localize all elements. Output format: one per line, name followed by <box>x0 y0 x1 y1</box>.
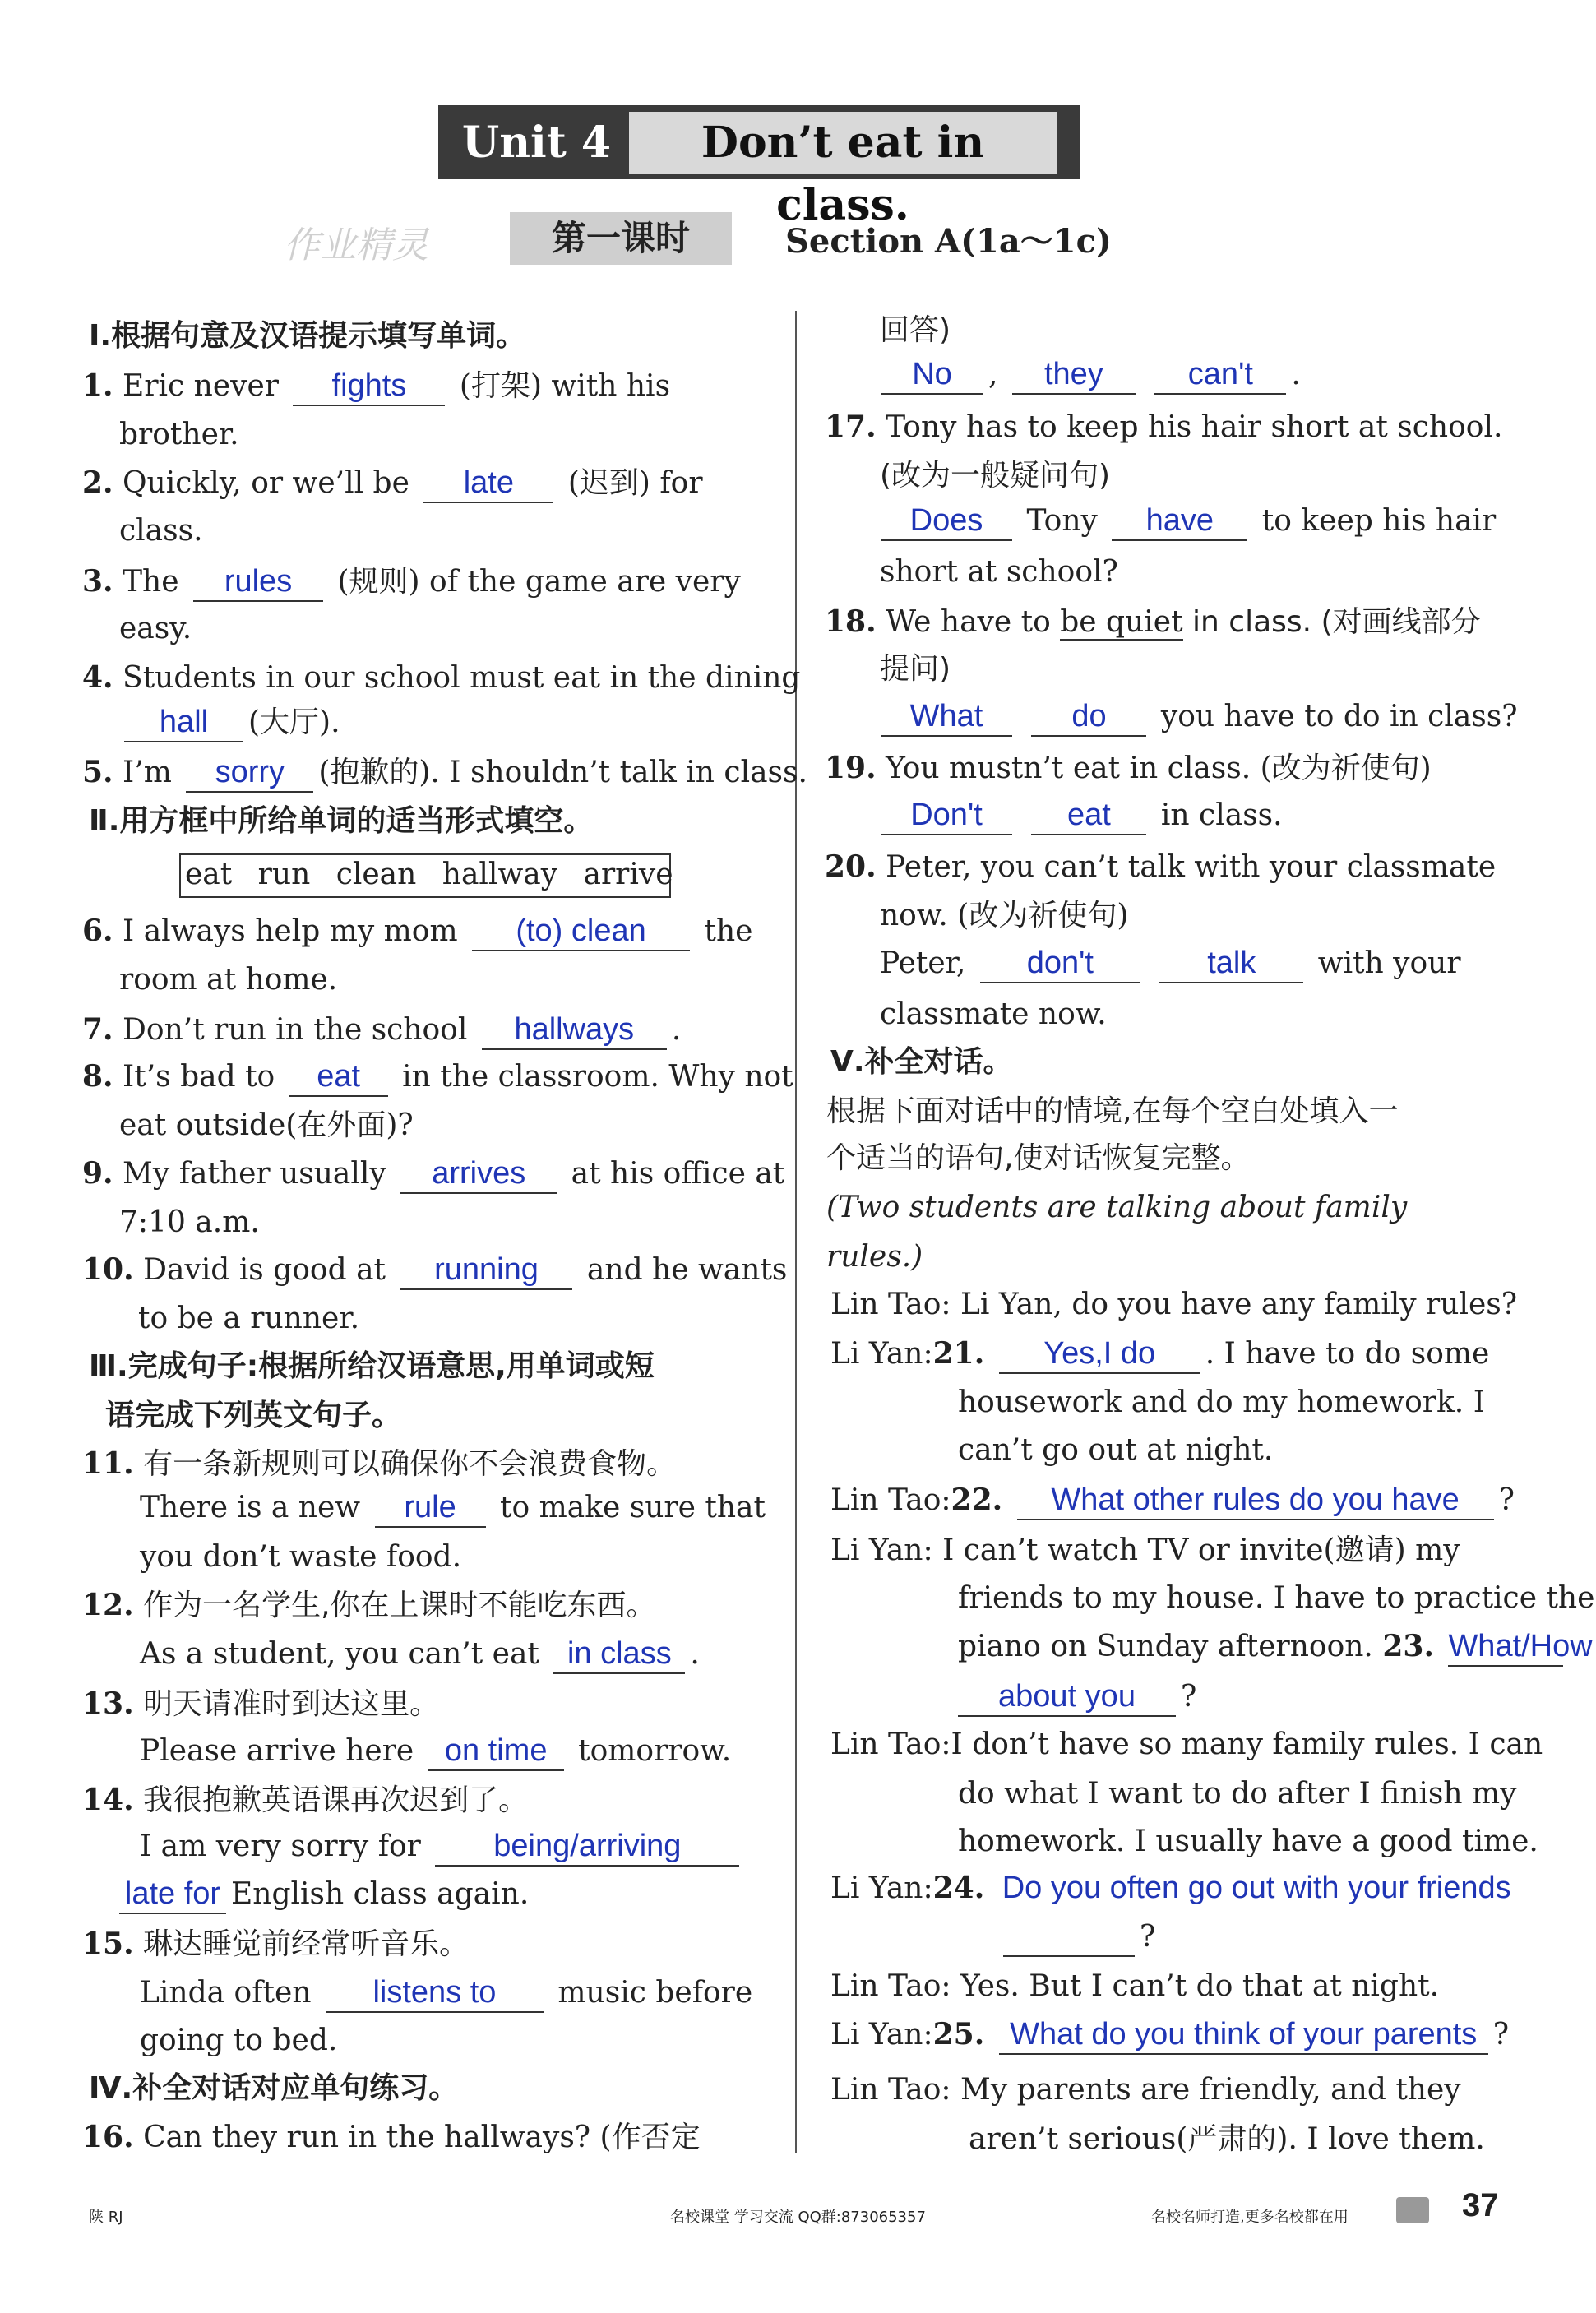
question-9-cont: 7:10 a.m. <box>119 1205 260 1239</box>
dialogue-line-7: Lin Tao: Yes. But I can’t do that at night. <box>830 1969 1440 2003</box>
question-20-cont: classmate now. <box>880 997 1107 1031</box>
question-16: 16. Can they run in the hallways? (作否定 <box>82 2120 701 2154</box>
section-5-title: Ⅴ.补全对话。 <box>830 1045 1013 1079</box>
question-10-cont: to be a runner. <box>138 1302 360 1335</box>
question-20-instruction: now. (改为祈使句) <box>880 899 1129 932</box>
question-13: 13. 明天请准时到达这里。 <box>82 1686 440 1721</box>
question-8-cont: eat outside(在外面)? <box>119 1108 414 1142</box>
section-5-instruction-cont: 个适当的语句,使对话恢复完整。 <box>826 1141 1251 1175</box>
question-15-en: Linda often listens to music before <box>140 1973 752 2013</box>
section-3-title: Ⅲ.完成句子:根据所给汉语意思,用单词或短 <box>89 1349 655 1383</box>
question-17-cont: short at school? <box>880 555 1118 589</box>
unit-label: Unit 4 <box>461 118 612 168</box>
dialogue-line-9-cont: aren’t serious(严肃的). I love them. <box>969 2122 1485 2156</box>
question-17: 17. Tony has to keep his hair short at school. <box>825 409 1503 444</box>
unit-title: Don’t eat in class. <box>629 112 1057 174</box>
footer-edition: 陕 RJ <box>89 2209 123 2226</box>
footer-qq-group: 名校课堂 学习交流 QQ群:873065357 <box>670 2209 926 2226</box>
question-11-cont: you don’t waste food. <box>140 1540 462 1574</box>
question-11: 11. 有一条新规则可以确保你不会浪费食物。 <box>82 1446 677 1481</box>
question-7: 7. Don’t run in the school hallways . <box>82 1010 681 1050</box>
dialogue-line-5-cont2: homework. I usually have a good time. <box>958 1825 1538 1858</box>
lesson-label: 第一课时 <box>510 212 732 265</box>
question-5: 5. I’m sorry (抱歉的). I shouldn’t talk in class. <box>82 752 807 793</box>
question-15-cont: going to bed. <box>140 2024 338 2057</box>
dialogue-line-8: Li Yan:25. What do you think of your parents ? <box>830 2015 1509 2055</box>
publisher-logo-icon <box>1396 2197 1429 2223</box>
question-17-answer: Does Tony have to keep his hair <box>876 502 1496 541</box>
dialogue-context: (Two students are talking about family <box>826 1191 1408 1224</box>
dialogue-line-4-cont2: piano on Sunday afternoon. 23. What/How <box>958 1626 1568 1667</box>
question-13-en: Please arrive here on time tomorrow. <box>140 1732 731 1771</box>
question-14: 14. 我很抱歉英语课再次迟到了。 <box>82 1783 529 1817</box>
question-18-instruction: 提问) <box>880 652 951 686</box>
question-6-cont: room at home. <box>119 963 338 997</box>
section-5-instruction: 根据下面对话中的情境,在每个空白处填入一 <box>826 1094 1399 1128</box>
question-19-answer: Don't eat in class. <box>876 796 1283 835</box>
section-4-title: Ⅳ.补全对话对应单句练习。 <box>89 2071 459 2105</box>
question-3: 3. The rules (规则) of the game are very <box>82 562 741 602</box>
question-12-en: As a student, you can’t eat in class . <box>140 1635 700 1674</box>
question-2: 2. Quickly, or we’ll be late (迟到) for <box>82 463 703 503</box>
question-15: 15. 琳达睡觉前经常听音乐。 <box>82 1927 470 1961</box>
question-11-en: There is a new rule to make sure that <box>140 1488 766 1528</box>
word-box-text: eat run clean hallway arrive <box>185 858 673 891</box>
section-1-title: Ⅰ.根据句意及汉语提示填写单词。 <box>89 319 526 353</box>
dialogue-line-2-cont2: can’t go out at night. <box>958 1433 1274 1467</box>
question-20: 20. Peter, you can’t talk with your classmate <box>825 849 1497 884</box>
question-9: 9. My father usually arrives at his office at <box>82 1154 784 1194</box>
dialogue-line-6-cont: ? <box>1003 1917 1155 1957</box>
dialogue-line-6: Li Yan:24. Do you often go out with your friends <box>830 1871 1511 1905</box>
section-3-title-cont: 语完成下列英文句子。 <box>105 1399 402 1432</box>
dialogue-line-3: Lin Tao:22. What other rules do you have ? <box>830 1480 1515 1520</box>
dialogue-line-4-cont3: about you ? <box>958 1677 1196 1717</box>
section-label: Section A(1a～1c) <box>785 222 1112 261</box>
question-2-cont: class. <box>119 514 203 548</box>
dialogue-context-cont: rules.) <box>826 1240 923 1274</box>
question-17-instruction: (改为一般疑问句) <box>880 459 1111 493</box>
question-6: 6. I always help my mom (to) clean the <box>82 911 752 951</box>
dialogue-line-5: Lin Tao:I don’t have so many family rules. I can <box>830 1728 1543 1761</box>
dialogue-line-4-cont: friends to my house. I have to practice the <box>958 1581 1595 1615</box>
question-19: 19. You mustn’t eat in class. (改为祈使句) <box>825 751 1432 785</box>
question-12: 12. 作为一名学生,你在上课时不能吃东西。 <box>82 1588 656 1622</box>
watermark-logo: 作业精灵 <box>284 224 428 266</box>
question-16-cont: 回答) <box>880 313 951 347</box>
question-16-answer: No , they can't . <box>876 355 1301 395</box>
section-2-title: Ⅱ.用方框中所给单词的适当形式填空。 <box>89 804 594 838</box>
question-20-answer: Peter, don't talk with your <box>880 944 1461 983</box>
question-1: 1. Eric never fights (打架) with his <box>82 366 670 406</box>
dialogue-line-1: Lin Tao: Li Yan, do you have any family rules? <box>830 1288 1518 1321</box>
dialogue-line-4: Li Yan: I can’t watch TV or invite(邀请) my <box>830 1534 1460 1567</box>
dialogue-line-5-cont: do what I want to do after I finish my <box>958 1777 1517 1811</box>
question-18: 18. We have to be quiet in class. (对画线部分 <box>825 604 1481 639</box>
footer-slogan: 名校名师打造,更多名校都在用 <box>1151 2209 1349 2226</box>
question-18-answer: What do you have to do in class? <box>876 697 1518 737</box>
dialogue-line-2-cont: housework and do my homework. I <box>958 1385 1485 1419</box>
question-3-cont: easy. <box>119 612 192 645</box>
page-number: 37 <box>1462 2187 1499 2223</box>
question-14-cont: late for English class again. <box>119 1875 529 1914</box>
question-10: 10. David is good at running and he wants <box>82 1250 787 1290</box>
column-divider <box>795 311 797 2153</box>
question-4: 4. Students in our school must eat in the dining <box>82 660 801 695</box>
question-1-cont: brother. <box>119 418 239 451</box>
dialogue-line-9: Lin Tao: My parents are friendly, and they <box>830 2073 1461 2107</box>
question-8: 8. It’s bad to eat in the classroom. Why not <box>82 1057 793 1097</box>
question-14-en: I am very sorry for being/arriving <box>140 1827 744 1867</box>
question-4-cont: hall (大厅). <box>119 703 340 742</box>
dialogue-line-2: Li Yan:21. Yes,I do . I have to do some <box>830 1334 1489 1374</box>
